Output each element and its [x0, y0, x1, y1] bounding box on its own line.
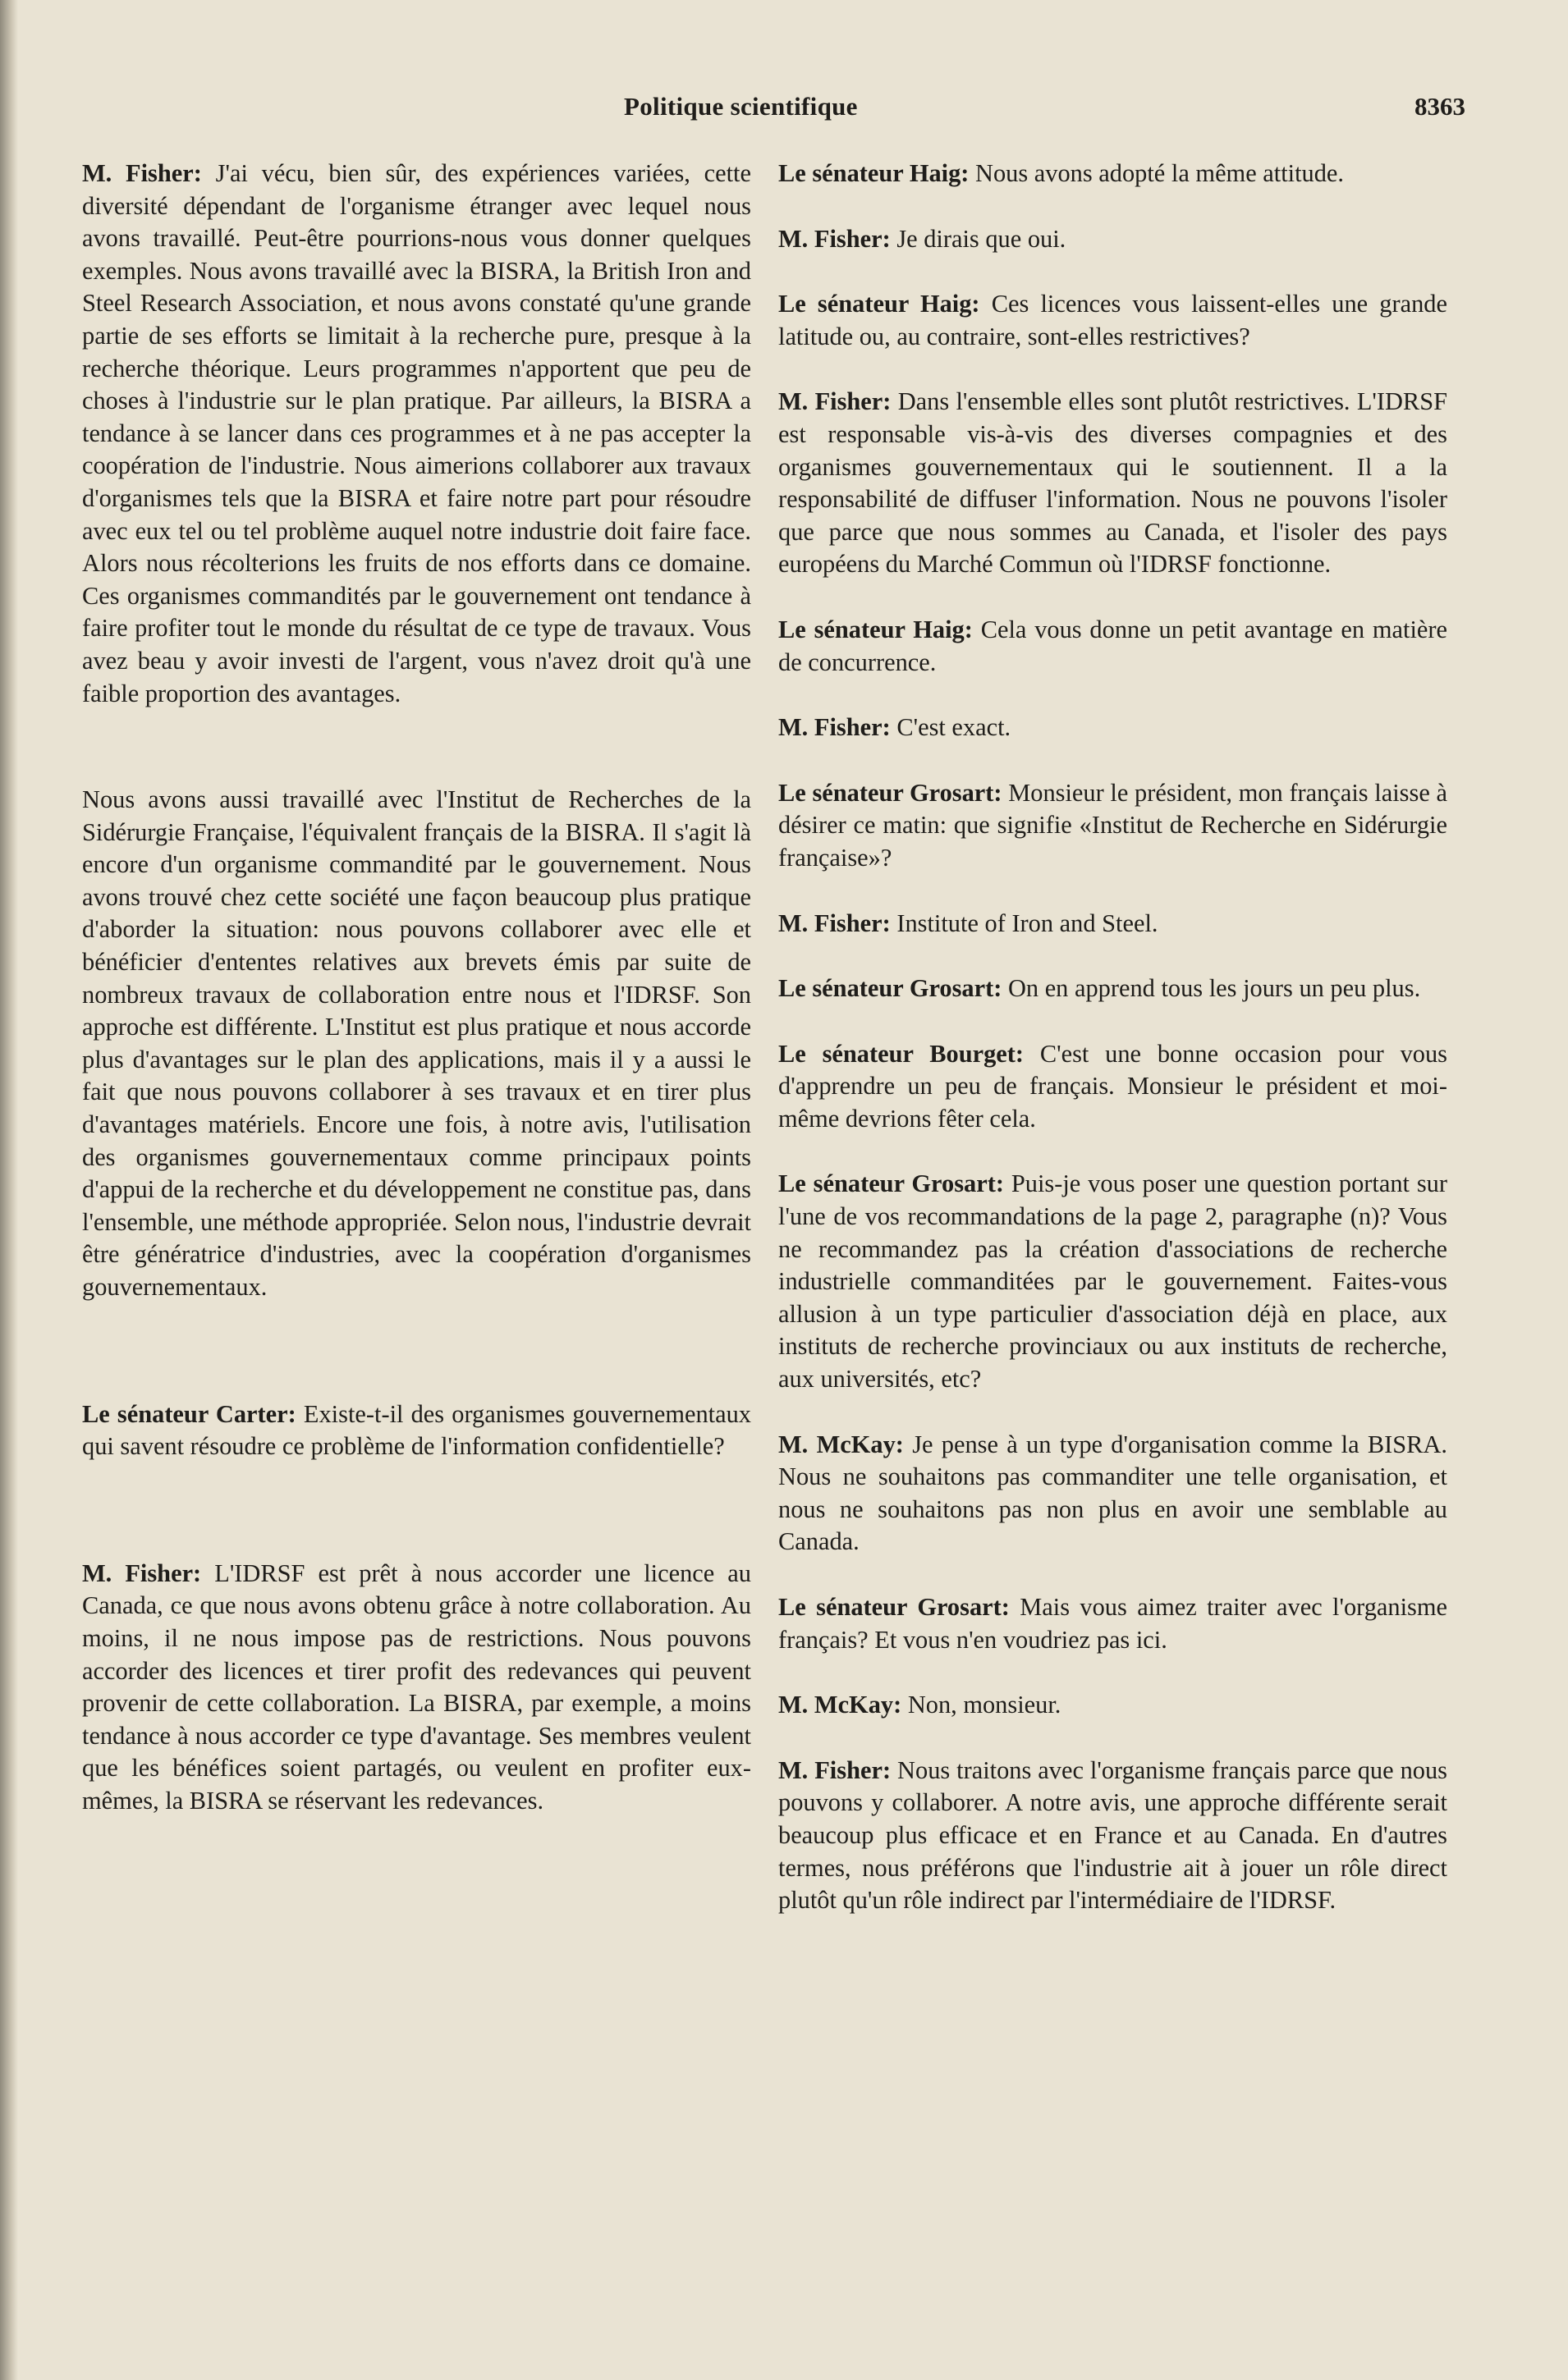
speaker-name: Le sénateur Haig:	[778, 290, 980, 318]
speaker-name: Le sénateur Haig:	[778, 159, 970, 187]
paragraph	[778, 1429, 1447, 1558]
paragraph-text: On en apprend tous les jours un peu plus.	[1007, 974, 1421, 1003]
page-number: 8363	[1414, 92, 1465, 121]
paragraph	[778, 973, 1447, 1005]
speaker-name: M. Fisher:	[82, 159, 202, 187]
speaker-name: M. Fisher:	[778, 224, 891, 253]
page-header	[0, 92, 1568, 131]
paragraph	[778, 777, 1447, 875]
paragraph-text: Nous avons aussi travaillé avec l'Institut de Recherches de la Sidérurgie Française, l'équivalent français de la BISRA. Il s'agit là encore d'un organisme commandité par le gouvernement. Nous avons trouvé chez cette société une façon beaucoup plus pratique d'aborder la situation: nous pouvons collaborer avec elle et bénéficier d'ententes relatives aux brevets émis par suite de nombreux travaux de collaboration entre nous et l'IDRSF. Son approche est différente. L'Institut est plus pratique et nous accorde plus d'avantages sur le plan des applications, mais il y a aussi le fait que nous pouvons collaborer à ses travaux et en tirer plus d'avantages matériels. Encore une fois, à notre avis, l'utilisation des organismes gouvernementaux comme principaux points d'appui de la recherche et du développement ne constitue pas, dans l'ensemble, une méthode appropriée. Selon nous, l'industrie devrait être génératrice d'industries, avec la coopération d'organismes gouvernementaux.	[82, 785, 751, 1301]
paragraph	[82, 1558, 751, 1818]
paragraph	[778, 386, 1447, 581]
paragraph-text: Je pense à un type d'organisation comme la BISRA. Nous ne souhaitons pas commanditer une telle organisation, et nous ne souhaitons pas non plus en avoir une semblable au Canada.	[778, 1430, 1448, 1556]
paragraph-text: L'IDRSF est prêt à nous accorder une licence au Canada, ce que nous avons obtenu grâce à notre collaboration. Au moins, il ne nous impose pas de restrictions. Nous pouvons accorder des licences et tirer profit des redevances qui peuvent provenir de cette collaboration. La BISRA, par exemple, a moins tendance à nous accorder ce type d'avantage. Ses membres veulent que les bénéfices soient partagés, ou veulent en profiter eux-mêmes, la BISRA se réservant les redevances.	[82, 1558, 751, 1815]
speaker-name: Le sénateur Grosart:	[778, 974, 1002, 1003]
paragraph	[82, 1398, 751, 1463]
paragraph	[778, 908, 1447, 941]
speaker-name: Le sénateur Grosart:	[778, 1169, 1004, 1198]
paragraph	[778, 1038, 1447, 1136]
paragraph	[778, 1591, 1447, 1656]
paragraph-text: Mais vous aimez traiter avec l'organisme français? Et vous n'en voudriez pas ici.	[778, 1593, 1448, 1654]
speaker-name: M. McKay:	[778, 1430, 904, 1458]
paragraph-text: Nous avons adopté la même attitude.	[975, 159, 1345, 187]
paragraph	[778, 1168, 1447, 1395]
left-column	[82, 158, 751, 1818]
paragraph-text: Puis-je vous poser une question portant sur l'une de vos recommandations de la page 2, paragraphe (n)? Vous ne recommandez pas la création d'associations de recherche industrielle commanditées par le gouvernement. Faites-vous allusion à un type particulier d'association déjà en place, aux instituts de recherche provinciaux ou aux instituts de recherche, aux universités, etc?	[778, 1169, 1447, 1394]
paragraph-text: Existe-t-il des organismes gouvernementaux qui savent résoudre ce problème de l'information confidentielle?	[82, 1399, 751, 1461]
speaker-name: M. Fisher:	[778, 387, 892, 416]
paragraph	[778, 1755, 1447, 1917]
paragraph	[778, 223, 1447, 256]
speaker-name: Le sénateur Grosart:	[778, 1593, 1010, 1621]
speaker-name: Le sénateur Grosart:	[778, 778, 1002, 807]
paragraph	[778, 1689, 1447, 1722]
speaker-name: M. Fisher:	[778, 909, 891, 937]
paragraph-text: C'est une bonne occasion pour vous d'apprendre un peu de français. Monsieur le président et moi-même devrions fêter cela.	[778, 1039, 1447, 1133]
paragraph-text: Dans l'ensemble elles sont plutôt restrictives. L'IDRSF est responsable vis-à-vis des diverses compagnies et des organismes gouvernementaux qui le soutiennent. Il a la responsabilité de diffuser l'information. Nous ne pouvons l'isoler que parce que nous sommes au Canada, et l'isoler des pays européens du Marché Commun où l'IDRSF fonctionne.	[778, 387, 1447, 579]
paragraph	[778, 288, 1447, 353]
paragraph-text: Cela vous donne un petit avantage en matière de concurrence.	[778, 615, 1447, 676]
right-column	[778, 158, 1447, 1917]
page-binding-edge	[0, 0, 18, 2380]
paragraph	[778, 158, 1447, 190]
paragraph	[82, 784, 751, 1304]
paragraph-text: Non, monsieur.	[907, 1691, 1061, 1719]
paragraph-text: Monsieur le président, mon français laisse à désirer ce matin: que signifie «Institut de Recherche en Sidérurgie française»?	[778, 778, 1447, 872]
speaker-name: M. Fisher:	[778, 713, 891, 742]
paragraph-text: C'est exact.	[896, 713, 1011, 742]
speaker-name: M. Fisher:	[778, 1755, 892, 1784]
paragraph	[82, 158, 751, 710]
paragraph-text: Ces licences vous laissent-elles une grande latitude ou, au contraire, sont-elles restrictives?	[778, 290, 1447, 350]
paragraph	[778, 614, 1447, 679]
speaker-name: Le sénateur Carter:	[82, 1399, 296, 1428]
running-title: Politique scientifique	[624, 92, 858, 121]
paragraph-text: J'ai vécu, bien sûr, des expériences variées, cette diversité dépendant de l'organisme étranger avec lequel nous avons travaillé. Peut-être pourrions-nous vous donner quelques exemples. Nous avons travaillé avec la BISRA, la British Iron and Steel Research Association, et nous avons constaté qu'une grande partie de ses efforts se limitait à la recherche pure, presque à la recherche théorique. Leurs programmes n'apportent que peu de choses à l'industrie sur le plan pratique. Par ailleurs, la BISRA a tendance à se lancer dans ces programmes et à ne pas accepter la coopération de l'industrie. Nous aimerions collaborer aux travaux d'organismes tels que la BISRA et faire notre part pour résoudre avec eux tel ou tel problème auquel notre industrie doit faire face. Alors nous récolterions les fruits de nos efforts dans ce domaine. Ces organismes commandités par le gouvernement ont tendance à faire profiter tout le monde du résultat de ce type de travaux. Vous avez beau y avoir investi de l'argent, vous n'avez droit qu'à une faible proportion des avantages.	[82, 159, 751, 707]
speaker-name: M. Fisher:	[82, 1558, 202, 1587]
speaker-name: Le sénateur Bourget:	[778, 1039, 1025, 1068]
paragraph-text: Institute of Iron and Steel.	[896, 909, 1158, 937]
speaker-name: M. McKay:	[778, 1691, 902, 1719]
paragraph-text: Nous traitons avec l'organisme français parce que nous pouvons y collaborer. A notre avis, une approche différente serait beaucoup plus efficace et en France et au Canada. En d'autres termes, nous préférons que l'industrie ait à jouer un rôle direct plutôt qu'un rôle indirect par l'intermédiaire de l'IDRSF.	[778, 1755, 1447, 1915]
paragraph-text: Je dirais que oui.	[896, 224, 1066, 253]
paragraph	[778, 712, 1447, 744]
speaker-name: Le sénateur Haig:	[778, 615, 973, 643]
